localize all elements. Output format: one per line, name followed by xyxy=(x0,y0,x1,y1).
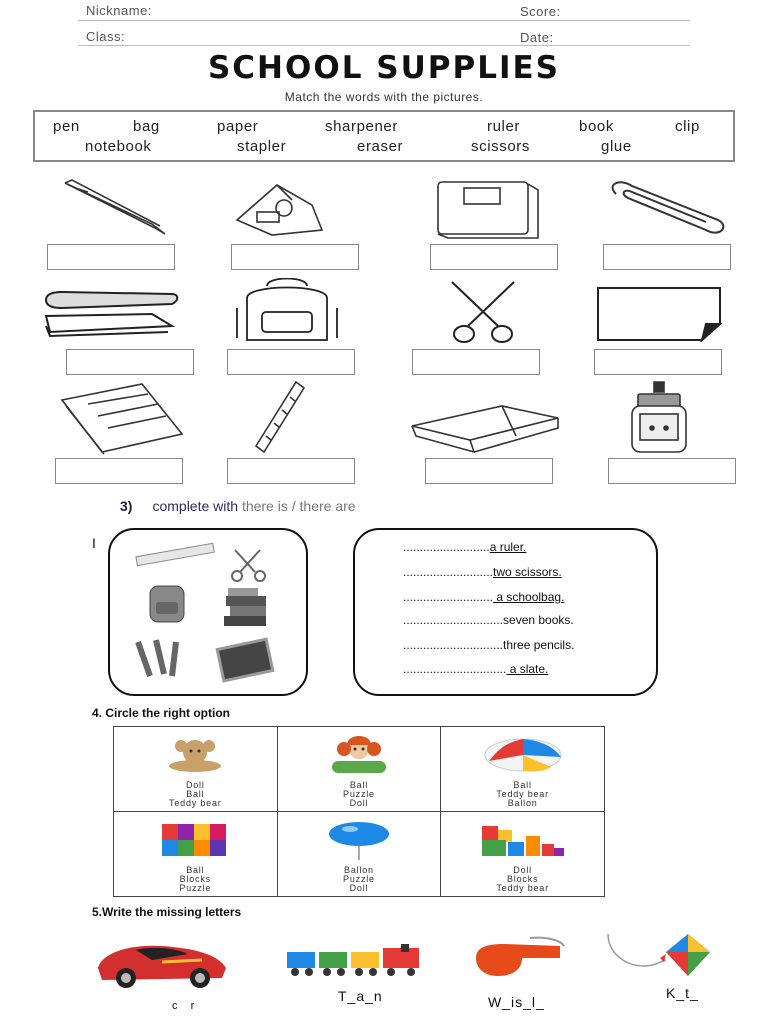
slate-icon xyxy=(217,639,273,681)
word-clip: clip xyxy=(675,118,700,135)
clip-icon xyxy=(606,180,728,234)
q5-heading: 5.Write the missing letters xyxy=(92,905,242,919)
notebook-icon xyxy=(58,382,186,456)
answer-box[interactable] xyxy=(47,244,175,270)
option-word[interactable]: Blocks xyxy=(179,874,211,884)
word-eraser: eraser xyxy=(357,138,404,155)
q3-there-is: there is xyxy=(241,498,288,514)
option-word[interactable]: Puzzle xyxy=(343,789,375,799)
scissors-icon xyxy=(446,278,520,346)
word-book: book xyxy=(579,118,614,135)
nickname-label: Nickname: xyxy=(86,3,152,18)
sentence-5 xyxy=(403,638,574,652)
word-stapler: stapler xyxy=(237,138,287,155)
answer-box[interactable] xyxy=(412,349,540,375)
option-word[interactable]: Ball xyxy=(349,780,369,790)
missing-letters-whistle: W_is_l_ xyxy=(488,994,545,1010)
kite-icon xyxy=(604,932,712,978)
answer-box[interactable] xyxy=(430,244,558,270)
sentence-blank: ........................... xyxy=(403,590,494,604)
option-word[interactable]: Doll xyxy=(349,798,369,808)
word-sharpener: sharpener xyxy=(325,118,398,135)
page-title: SCHOOL SUPPLIES xyxy=(207,50,560,86)
option-cell xyxy=(277,812,441,897)
header-rule xyxy=(78,20,690,21)
answer-box[interactable] xyxy=(608,458,736,484)
date-label: Date: xyxy=(520,30,554,45)
sentence-text: seven books. xyxy=(503,613,574,627)
sentence-text: a ruler. xyxy=(489,540,527,554)
answer-box[interactable] xyxy=(231,244,359,270)
option-word[interactable]: Ball xyxy=(513,780,532,790)
sentence-2 xyxy=(403,565,562,579)
option-word[interactable]: Puzzle xyxy=(343,874,375,884)
q3-instruction xyxy=(120,498,356,514)
sentence-6 xyxy=(403,662,548,676)
answer-box[interactable] xyxy=(425,458,553,484)
sentence-blank: .............................. xyxy=(403,613,504,627)
sentence-blank: .............................. xyxy=(403,638,504,652)
books-icon xyxy=(224,588,266,626)
option-cell xyxy=(114,812,278,897)
option-cell xyxy=(114,727,278,812)
option-word[interactable]: Ballon xyxy=(507,798,538,808)
sharpener-icon xyxy=(232,180,327,240)
word-notebook: notebook xyxy=(85,138,152,155)
sentence-text: three pencils. xyxy=(503,638,575,652)
sentence-text: a slate. xyxy=(506,662,549,676)
word-bag: bag xyxy=(133,118,160,135)
glue-icon xyxy=(628,380,690,456)
teddy-bear-icon xyxy=(114,733,277,777)
word-ruler: ruler xyxy=(487,118,521,135)
q3-bullet: I xyxy=(92,535,96,551)
pen-icon xyxy=(60,178,170,238)
option-cell xyxy=(441,812,605,897)
word-bank xyxy=(33,110,735,162)
class-label: Class: xyxy=(86,29,126,44)
answer-box[interactable] xyxy=(603,244,731,270)
missing-letters-car: c r xyxy=(172,1000,196,1012)
puzzle-icon xyxy=(114,818,277,862)
paper-icon xyxy=(594,284,724,342)
q3-there-are: there are xyxy=(299,498,356,514)
matching-worksheet xyxy=(0,0,768,474)
option-word[interactable]: Blocks xyxy=(506,874,539,884)
word-scissors: scissors xyxy=(471,138,530,155)
missing-letters-kite: K_t_ xyxy=(666,985,699,1001)
answer-box[interactable] xyxy=(227,458,355,484)
word-glue: glue xyxy=(601,138,632,155)
option-word[interactable]: Doll xyxy=(349,883,369,893)
option-word[interactable]: Teddy bear xyxy=(496,789,549,799)
q4-heading: 4. Circle the right option xyxy=(92,706,231,720)
toy-train-icon xyxy=(285,944,423,978)
sentence-blank: ............................... xyxy=(403,662,507,676)
sentence-text: a schoolbag. xyxy=(493,590,565,604)
option-cell xyxy=(441,727,605,812)
option-cell xyxy=(277,727,441,812)
answer-box[interactable] xyxy=(55,458,183,484)
backpack-icon xyxy=(150,586,184,622)
option-word[interactable]: Ball xyxy=(186,789,205,799)
options-table xyxy=(113,726,605,897)
book-icon xyxy=(434,178,544,240)
word-pen: pen xyxy=(53,118,80,135)
sentence-blank: .......................... xyxy=(403,540,490,554)
eraser-icon xyxy=(406,398,562,456)
blocks-icon xyxy=(441,818,604,862)
option-word[interactable]: Puzzle xyxy=(179,883,212,893)
score-label: Score: xyxy=(520,4,561,19)
option-word[interactable]: Ball xyxy=(186,865,205,875)
sentence-blank: ........................... xyxy=(403,565,494,579)
supplies-picture-box xyxy=(108,528,308,696)
stapler-icon xyxy=(42,286,182,344)
option-word[interactable]: Teddy bear xyxy=(496,883,549,893)
page-subtitle: Match the words with the pictures. xyxy=(284,90,484,104)
word-paper: paper xyxy=(217,118,259,135)
doll-icon xyxy=(278,733,441,777)
header-rule xyxy=(78,45,690,46)
beach-ball-icon xyxy=(441,733,604,777)
sentence-4 xyxy=(403,613,574,627)
missing-letters-train: T_a_n xyxy=(338,988,383,1004)
answer-box[interactable] xyxy=(594,349,722,375)
option-word[interactable]: Doll xyxy=(185,780,205,790)
sentence-1 xyxy=(403,540,526,554)
sentence-3 xyxy=(403,590,564,604)
q3-slash: / xyxy=(287,498,300,514)
ruler-icon xyxy=(252,380,308,454)
q3-instruction-text: complete with xyxy=(152,498,242,514)
scissors-icon xyxy=(232,550,265,581)
bag-icon xyxy=(232,278,342,344)
option-word[interactable]: Doll xyxy=(513,865,532,875)
sentence-text: two scissors. xyxy=(493,565,562,579)
option-word[interactable]: Ballon xyxy=(344,865,374,875)
q3-number: 3) xyxy=(120,498,133,514)
option-word[interactable]: Teddy bear xyxy=(169,798,222,808)
ruler-icon xyxy=(136,543,214,565)
answer-box[interactable] xyxy=(66,349,194,375)
pencils-icon xyxy=(138,640,176,676)
toy-car-icon xyxy=(92,938,230,990)
whistle-icon xyxy=(470,936,566,978)
supplies-illustration xyxy=(110,530,306,694)
answer-box[interactable] xyxy=(227,349,355,375)
balloon-icon xyxy=(278,818,441,862)
